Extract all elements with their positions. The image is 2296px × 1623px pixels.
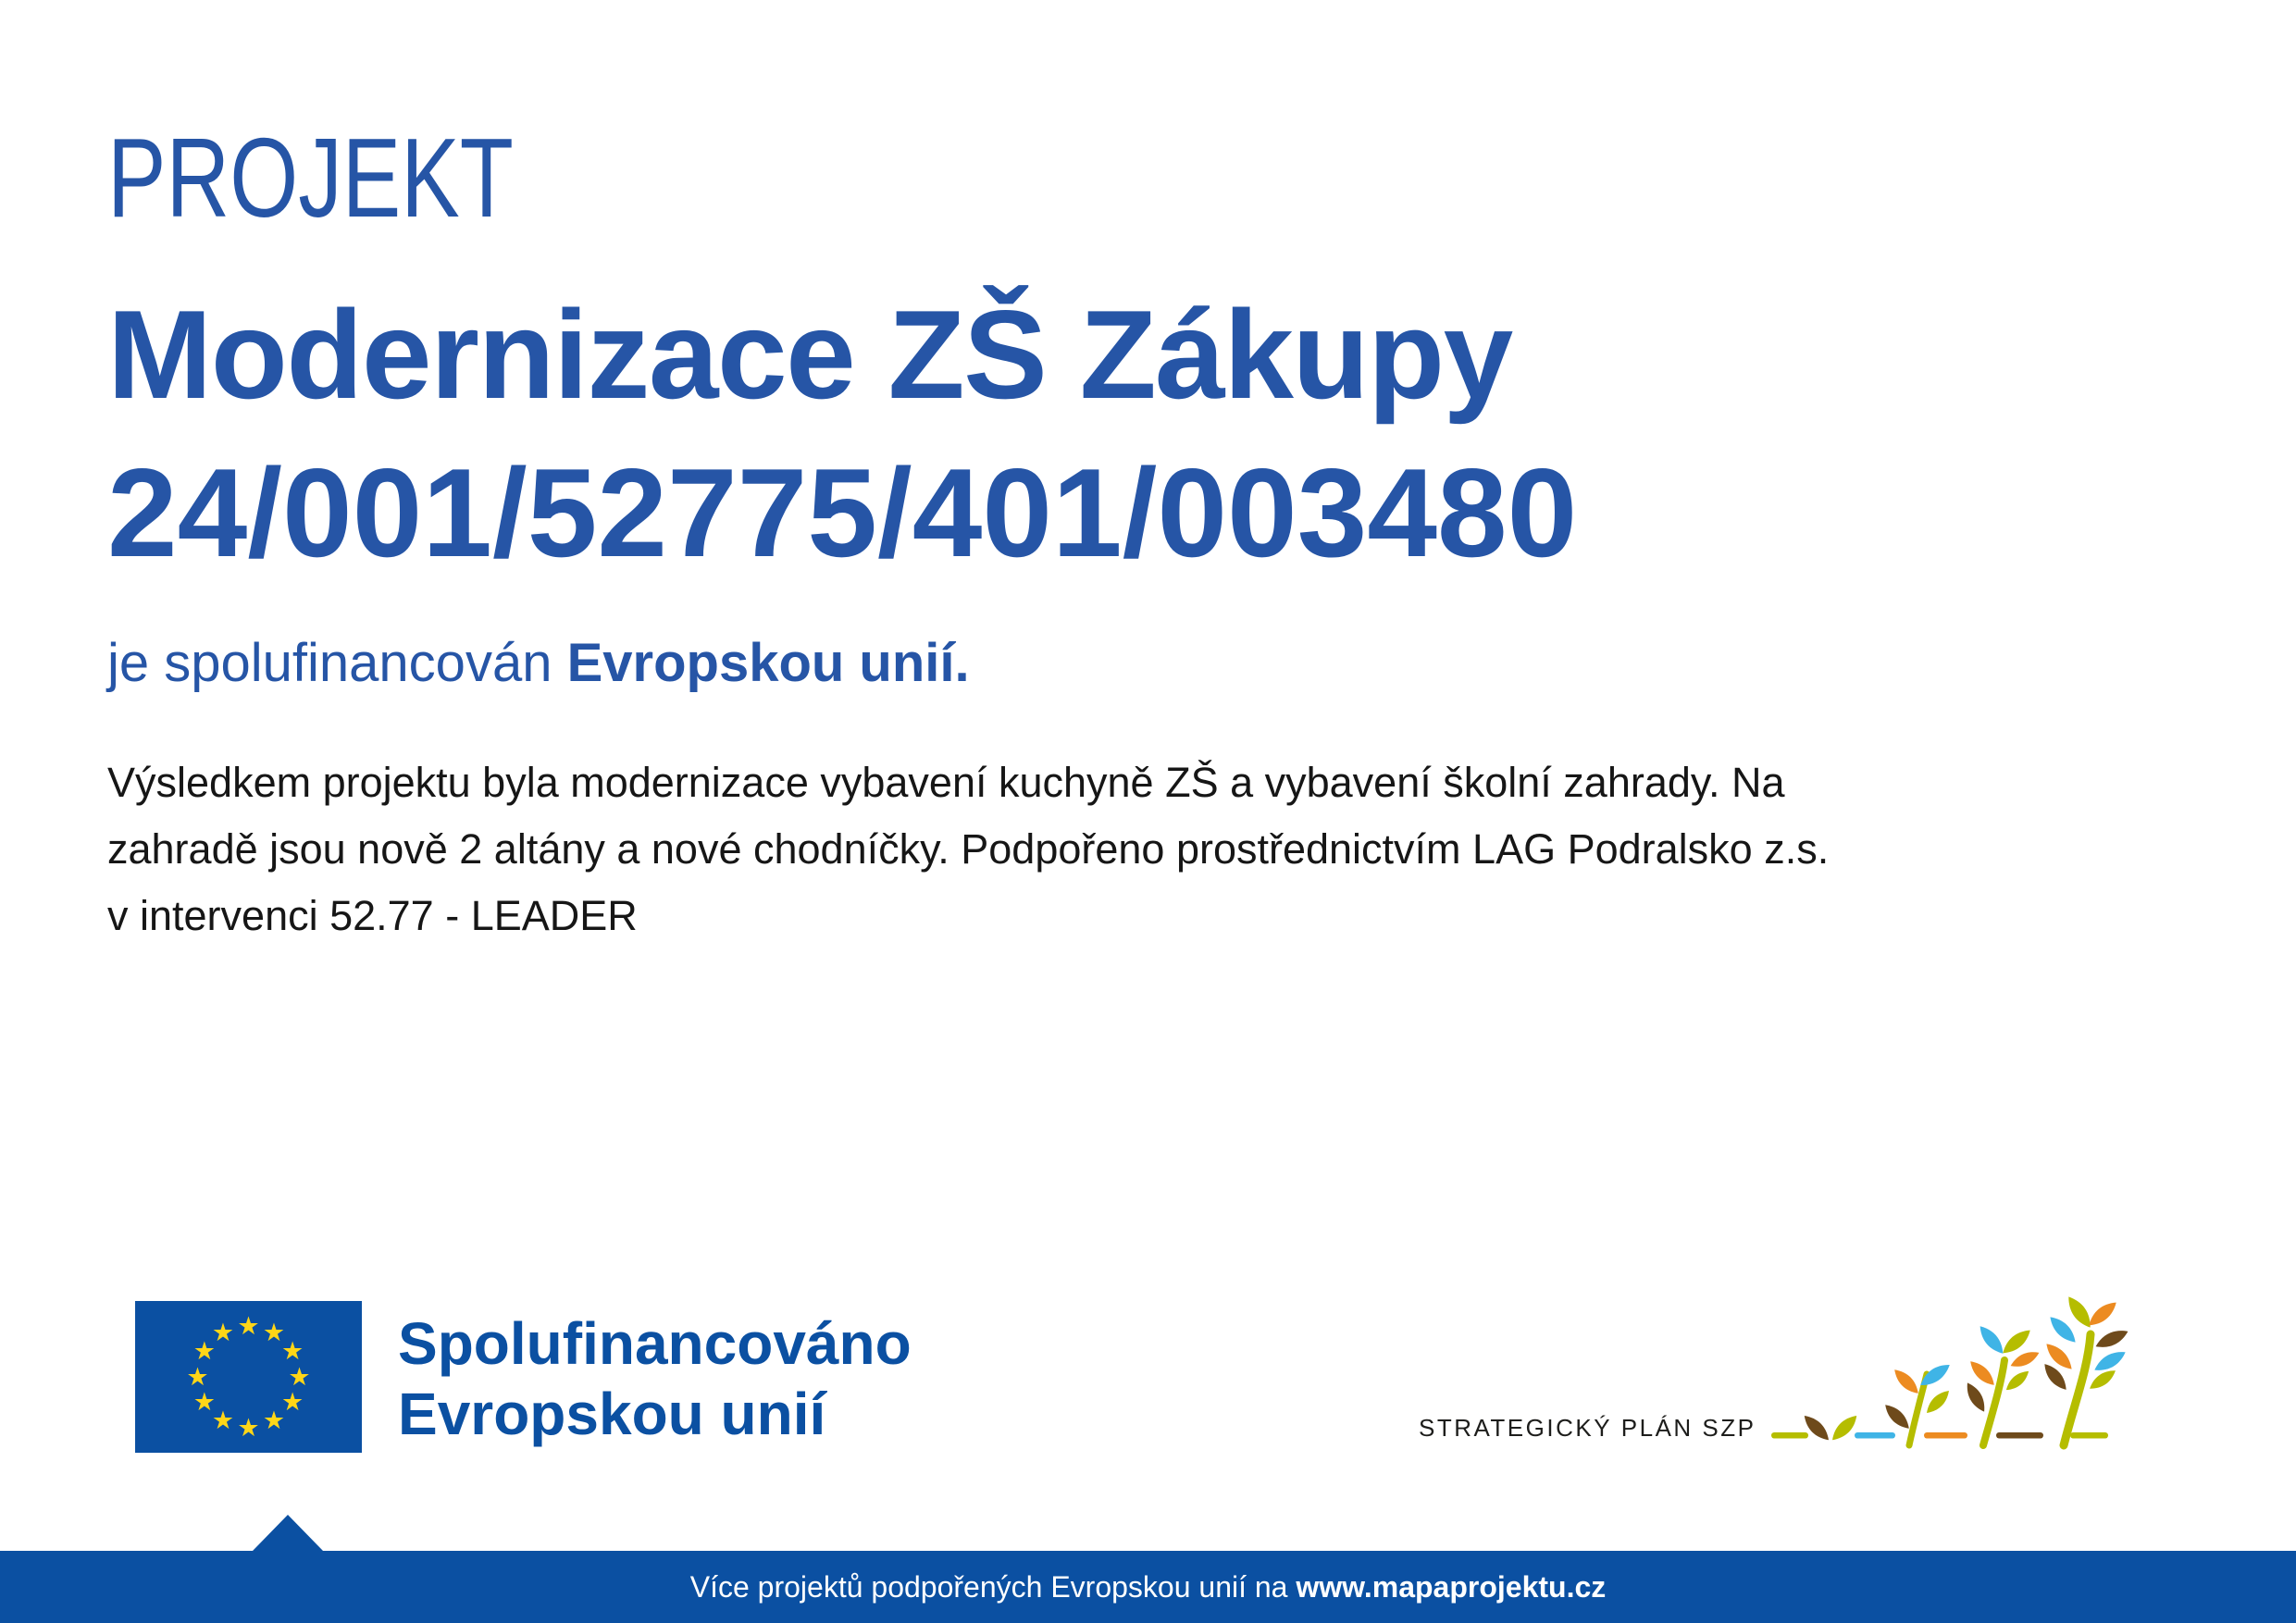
eu-cofunded-label-line1: Spolufinancováno [398, 1310, 912, 1377]
project-description [107, 750, 1829, 949]
eu-cofunded-label [398, 1308, 912, 1449]
eu-star-icon: ★ [237, 1311, 260, 1341]
eu-star-icon: ★ [281, 1388, 304, 1417]
eu-star-icon: ★ [288, 1362, 311, 1392]
description-line: Výsledkem projektu byla modernizace vybavení kuchyně ZŠ a vybavení školní zahrady. Na [107, 759, 1785, 806]
footer-bar [0, 1551, 2296, 1623]
eu-star-icon: ★ [211, 1318, 235, 1347]
eu-cofunded-label-line2: Evropskou unií [398, 1381, 826, 1448]
cofinancing-statement-regular: je spolufinancován [107, 633, 567, 693]
eu-star-icon: ★ [192, 1337, 216, 1366]
footer-pointer-triangle [253, 1515, 323, 1551]
eu-star-icon: ★ [211, 1406, 235, 1436]
project-code: 24/001/52775/401/003480 [107, 442, 1578, 583]
szp-plants-graphic [1758, 1286, 2184, 1453]
footer-text-regular: Více projektů podpořených Evropskou unií na [689, 1570, 1297, 1604]
cofinancing-statement [107, 631, 970, 696]
eu-star-icon: ★ [192, 1388, 216, 1417]
eu-star-icon: ★ [262, 1318, 286, 1347]
description-line: v intervenci 52.77 - LEADER [107, 892, 638, 939]
description-line: zahradě jsou nově 2 altány a nové chodníčky. Podpořeno prostřednictvím LAG Podralsko z.s. [107, 825, 1830, 873]
eu-flag [135, 1301, 362, 1453]
footer-url: www.mapaprojektu.cz [1296, 1570, 1607, 1604]
szp-plan-label: STRATEGICKÝ PLÁN SZP [1419, 1414, 1756, 1442]
footer-text [0, 1551, 2296, 1623]
cofinancing-statement-bold: Evropskou unií. [566, 633, 970, 693]
eu-star-icon: ★ [186, 1362, 209, 1392]
eu-star-icon: ★ [262, 1406, 286, 1436]
eu-star-icon: ★ [281, 1337, 304, 1366]
eu-star-icon: ★ [237, 1413, 260, 1443]
project-label: PROJEKT [107, 115, 514, 241]
project-title: Modernizace ZŠ Zákupy [107, 284, 1512, 425]
